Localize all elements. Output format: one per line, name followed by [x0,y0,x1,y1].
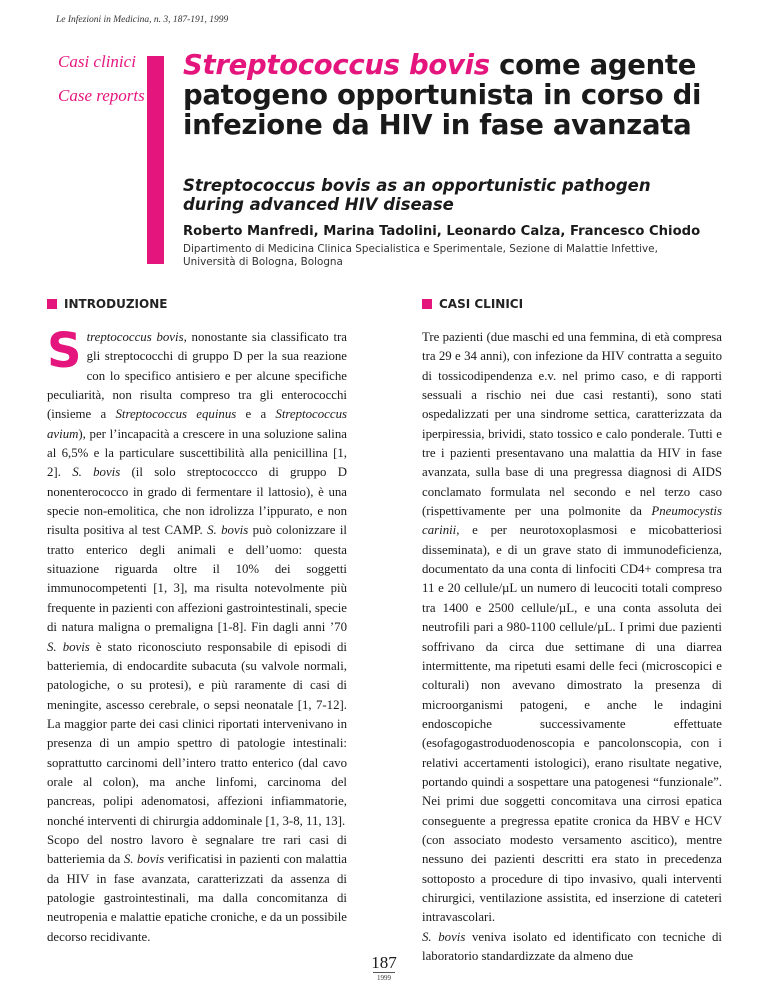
affiliation: Dipartimento di Medicina Clinica Specialistica e Sperimentale, Sezione di Malattie Infettive, Università di Bologna, Bologna [183,243,658,268]
section-labels [58,52,148,106]
text-run: Scopo del nostro lavoro è segnalare tre rari casi di batteriemia da [47,832,347,867]
page-footer [0,954,768,982]
text-run: Tre pazienti (due maschi ed una femmina, di età compresa tra 29 e 34 anni), con infezione da HIV contratta a seguito di tossicodipendenza e.v. nel primo caso, e di rapporti sessuali a rischio nei due casi restanti), sono stati ospedalizzati per una sindrome settica, caratterizzata da iperpiressia, brividi, stato tossico e calo ponderale. Tutti e tre i pazienti presentavano una malattia da HIV in fase avanzata, sulla base di una pregressa diagnosi di AIDS conclamato formulata nel secondo e nel terzo caso (rispettivamente per una polmonite da [422,330,722,519]
text-run: è stato riconosciuto responsabile di episodi di batteriemia, di endocardite subacuta (su valvole normali, patologiche, o su protesi), e più raramente di casi di meningite, ascesso cerebrale, o sepsi neonatale [1, 7-12]. La maggior parte dei casi clinici riportati intervenivano in presenza di un ampio spettro di patologie intestinali: soprattutto carcinomi dell’intero tratto enterico (dal cavo orale al colon), ma anche linfomi, carcinoma del pancreas, polipi adenomatosi, affezioni infiammatorie, nonché interventi di chirurgia addominale [1, 3-8, 11, 13]. [47,639,347,828]
text-run: e a [236,407,276,422]
heading-introduction [47,297,167,311]
intro-paragraph-2 [47,831,347,947]
page-number: 187 [371,953,397,972]
heading-square-icon [47,299,57,309]
heading-square-icon [422,299,432,309]
intro-paragraph-1 [47,323,347,831]
italic-term: S. bovis [422,929,466,944]
cases-paragraph-1 [422,328,722,928]
heading-introduction-label: INTRODUZIONE [64,297,168,311]
italic-term: treptococcus bovis [86,330,184,344]
italic-term: Streptococcus avium [47,407,347,441]
title-organism: Streptococcus bovis [183,49,490,81]
italic-term: Pneumocystis carinii [422,504,722,538]
article-title [183,50,723,140]
text-run: (il solo streptococcco di gruppo D nonenterococco in grado di fermentare il lattosio), è una specie non-emolitica, che non idrolizza l’ippurato, e non risulta positiva al test CAMP. [47,465,347,538]
text-run: verificatisi in pazienti con malattia da HIV in fase avanzata, caratterizzati da assenza di patologie gastrointestinali, ma dalla concomitanza di neutropenia e malattie epatiche croniche, e da un possibile decorso recidivante. [47,852,347,944]
text-run: può colonizzare il tratto enterico degli animali e dell’uomo: questa situazione riguarda oltre il 10% dei soggetti immunocompetenti [1, 3], ma risulta notevolmente più frequente in pazienti con affezioni gastrointestinali, specie di natura maligna o premaligna [1-8]. Fin dagli anni ’70 [47,523,347,635]
title-rest: come agente patogeno opportunista in corso di infezione da HIV in fase avanzata [183,49,702,141]
text-run: , nonostante sia classificato tra gli streptococchi di gruppo D per la sua reazione con lo specifico antisiero e per alcune specifiche peculiarità, non risulta compreso tra gli enterococchi (insieme a [47,330,347,422]
drop-cap: S [47,323,82,379]
italic-term: S. bovis [207,523,249,538]
heading-clinical-cases-label: CASI CLINICI [439,297,524,311]
text-run: veniva isolato ed identificato con tecniche di laboratorio standardizzate da almeno due [422,929,722,963]
section-label-it: Casi clinici [58,52,136,71]
page-year: 1999 [377,974,391,982]
column-right [422,328,722,966]
heading-clinical-cases [422,297,523,311]
article-subtitle: Streptococcus bovis as an opportunistic pathogen during advanced HIV disease [183,176,651,214]
running-head: Le Infezioni in Medicina, n. 3, 187-191, 1999 [56,15,229,25]
page-number-rule [373,972,395,973]
italic-term: S. bovis [123,852,165,867]
section-label-en: Case reports [58,86,145,105]
italic-term: Streptococcus equinus [115,407,237,422]
authors: Roberto Manfredi, Marina Tadolini, Leonardo Calza, Francesco Chiodo [183,224,701,239]
italic-term: S. bovis [72,465,121,480]
text-run: , e per neurotoxoplasmosi e micobatteriosi disseminata), e di un grave stato di immunodeficienza, documentato da una conta di linfociti CD4+ compresa tra 11 e 20 cellule/µL un numero di leucociti totali compreso tra 1400 e 2500 cellule/µL, e una conta assoluta dei neutrofili pari a 980-1100 cellule/µL. I primi due pazienti soffrivano da circa due settimane di una diarrea intermittente, ma ripetuti esami delle feci (microscopici e colturali) non avevano dimostrato la presenza di microorganismi patogeni, e anche le indagini endoscopiche successivamente effettuate (esofagogastroduodenoscopia e pancolonscopia, con i relativi accertamenti istologici), erano risultate negative, portando quindi a sospettare una patogenesi “funzionale”. Nei primi due soggetti concomitava una cirrosi epatica conseguente a pregressa epatite cronica da HBV e HCV (con associato modesto versamento ascitico), mentre nessuno dei pazienti descritti era stato in precedenza sottoposto a procedure di tipo invasivo, quali interventi chirurgici, ventilazione assistita, ed inserzione di cateteri intravascolari. [422,523,722,925]
column-left [47,323,347,947]
italic-term: S. bovis [47,639,90,654]
accent-bar [147,56,164,264]
text-run: ), per l’incapacità a crescere in una soluzione salina al 6,5% e la particulare suscettibilità alla penicillina [1, 2]. [47,426,347,480]
